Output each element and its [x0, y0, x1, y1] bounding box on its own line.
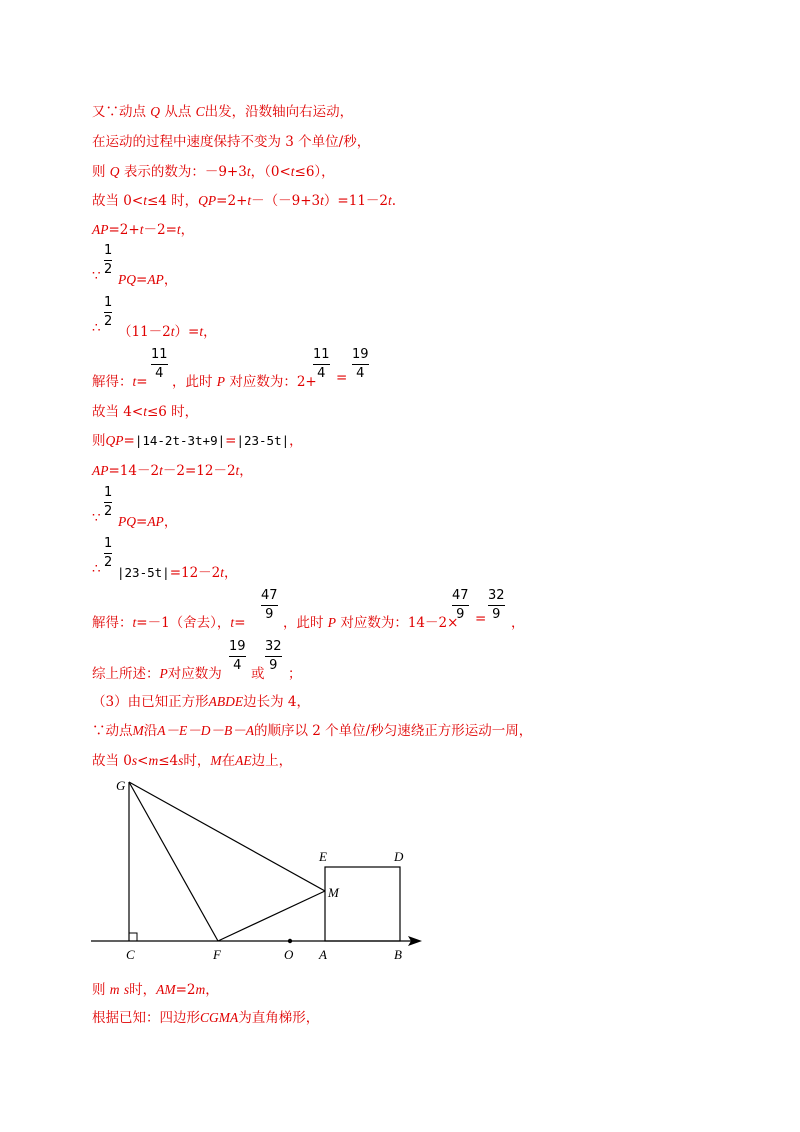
text: =14－2	[108, 463, 160, 479]
text: －（－9+3	[251, 193, 321, 209]
text: 对应数为：14－2×	[340, 615, 459, 631]
denominator: 4	[356, 366, 365, 381]
text: ≤6），	[294, 164, 335, 180]
var-t: t	[320, 193, 324, 208]
var-q: Q	[150, 104, 161, 119]
text: 的顺序以 2 个单位/秒匀速绕正方形运动一周，	[254, 723, 533, 739]
var-q: Q	[109, 164, 120, 179]
text: =2	[175, 982, 196, 998]
segment-fm	[218, 891, 325, 941]
text: ，	[163, 272, 178, 288]
text: 故当 4<	[92, 404, 144, 420]
text: =2+	[108, 222, 140, 238]
numerator: 47	[452, 588, 469, 603]
therefore-symbol: ∴	[92, 320, 101, 336]
text: 出发，沿数轴向右运动，	[204, 104, 354, 120]
var-cgma: CGMA	[200, 1010, 239, 1025]
text: 在运动的过程中速度保持不变为 3 个单位/秒，	[92, 134, 371, 150]
var-t: t	[247, 193, 252, 208]
var-qp: QP	[198, 193, 217, 208]
var-m: m	[148, 753, 159, 768]
text: 则	[92, 433, 106, 449]
text: 在	[221, 753, 236, 769]
var-t: t	[235, 463, 240, 478]
denominator: 4	[317, 366, 326, 381]
label-c: C	[126, 947, 135, 962]
segment-gm	[129, 782, 325, 891]
label-m: M	[328, 885, 339, 900]
var-t: t	[220, 565, 225, 580]
var-qp: QP	[105, 433, 124, 448]
text: 故当 0<	[92, 193, 144, 209]
numerator: 32	[265, 639, 282, 654]
numerator: 11	[151, 347, 168, 362]
text: =	[136, 272, 148, 288]
label-f: F	[213, 947, 221, 962]
var-ap: AP	[147, 272, 164, 287]
var-am: AM	[156, 982, 176, 997]
text: =	[123, 433, 135, 449]
text: ，	[511, 615, 525, 631]
var-pq: PQ	[118, 514, 136, 529]
var-s: s	[131, 753, 138, 768]
text: ）=	[174, 324, 200, 340]
var-pq: PQ	[118, 272, 136, 287]
denominator: 2	[104, 504, 113, 519]
text: （3）由已知正方形	[92, 694, 209, 710]
text: =12－2	[169, 565, 221, 581]
text: 对应数为	[167, 666, 222, 682]
numerator: 1	[104, 295, 113, 310]
text: 边上，	[251, 753, 293, 769]
text: ，（0<	[250, 164, 291, 180]
var-ap: AP	[92, 463, 109, 478]
var-m: M	[132, 723, 144, 738]
text: =	[234, 615, 246, 631]
var-ap: AP	[92, 222, 109, 237]
abs-expression: |14-2t-3t+9|	[134, 433, 226, 448]
var-ae: AE	[235, 753, 252, 768]
text: ，	[203, 324, 217, 340]
text: =	[475, 611, 487, 627]
text: －2=	[143, 222, 177, 238]
var-t: t	[246, 164, 251, 179]
text: 对应数为：2+	[229, 374, 317, 390]
numerator: 32	[488, 588, 505, 603]
text: 表示的数为：－9+3	[123, 164, 247, 180]
text: 根据已知：四边形	[92, 1010, 200, 1026]
var-c: C	[195, 104, 205, 119]
text: ≤6 时，	[146, 404, 199, 420]
var-m: M	[210, 753, 222, 768]
text-line-20	[92, 1006, 319, 1026]
var-s: s	[123, 982, 130, 997]
abs-expression: |23-5t|	[117, 565, 170, 580]
text: 解得：	[92, 615, 133, 631]
text: 故当 0	[92, 753, 132, 769]
text: ≤4 时，	[146, 193, 199, 209]
text: 时，	[129, 982, 157, 998]
segment-gf	[129, 782, 218, 941]
text: （11－2	[118, 324, 171, 340]
text: ≤4	[158, 753, 179, 769]
var-s: s	[178, 753, 184, 768]
var-t: t	[139, 222, 144, 237]
text: ）=11－2	[323, 193, 389, 209]
text: 或	[251, 666, 265, 682]
numerator: 47	[261, 588, 278, 603]
numerator: 1	[104, 536, 113, 551]
text: =2+	[216, 193, 248, 209]
var-m: m	[195, 982, 206, 997]
text: 沿	[143, 723, 158, 739]
text: 边长为 4，	[243, 694, 310, 710]
text: =	[136, 514, 148, 530]
label-a: A	[319, 947, 327, 962]
var-t: t	[132, 374, 137, 389]
text: 从点	[164, 104, 192, 120]
denominator: 2	[104, 262, 113, 277]
because-symbol: ∵	[92, 268, 101, 284]
var-ap: AP	[147, 514, 164, 529]
text-line-19	[92, 978, 219, 998]
text: ，此时	[172, 374, 213, 390]
denominator: 9	[492, 607, 501, 622]
var-t: t	[143, 193, 147, 208]
var-t: t	[176, 222, 181, 237]
text: ，	[224, 565, 238, 581]
denominator: 9	[269, 658, 278, 673]
numerator: 11	[313, 347, 330, 362]
text: =	[336, 370, 348, 386]
label-d: D	[394, 849, 404, 864]
text: 又∵动点	[92, 104, 146, 120]
var-p: P	[216, 374, 226, 389]
text: ，	[163, 514, 178, 530]
abs-expression: |23-5t|	[236, 433, 290, 448]
numerator: 19	[229, 639, 246, 654]
text: 则	[92, 982, 106, 998]
text: ，	[180, 222, 195, 238]
denominator: 9	[265, 607, 274, 622]
numerator: 1	[104, 485, 113, 500]
var-p: P	[327, 615, 337, 630]
square-abde	[325, 867, 400, 941]
label-e: E	[319, 849, 327, 864]
var-t: t	[132, 615, 137, 630]
numerator: 1	[104, 243, 113, 258]
therefore-symbol: ∴	[92, 561, 101, 577]
var-abde: ABDE	[208, 694, 244, 709]
text: =	[225, 433, 237, 449]
text: 综上所述：	[92, 666, 160, 682]
text: ；	[288, 666, 302, 682]
text: ，	[239, 463, 253, 479]
right-angle-mark	[129, 933, 137, 941]
var-p: P	[159, 666, 168, 681]
text: ，此时	[283, 615, 324, 631]
var-path: A－E－D－B－A	[157, 723, 254, 738]
var-m: m	[109, 982, 120, 997]
var-t: t	[159, 463, 163, 478]
text: －2=12－2	[162, 463, 236, 479]
text: .	[391, 193, 397, 209]
text: ，	[205, 982, 219, 998]
denominator: 4	[233, 658, 242, 673]
numerator: 19	[352, 347, 369, 362]
label-g: G	[116, 778, 126, 793]
var-t: t	[143, 404, 147, 419]
denominator: 2	[104, 314, 113, 329]
text: 时，	[183, 753, 211, 769]
text: ，	[289, 433, 303, 449]
label-b: B	[394, 947, 402, 962]
because-symbol: ∵	[92, 510, 101, 526]
label-o: O	[284, 947, 294, 962]
point-o	[288, 939, 292, 943]
var-t: t	[199, 324, 204, 339]
text: =－1（舍去），	[136, 615, 231, 631]
text: <	[137, 753, 149, 769]
text: =	[136, 374, 148, 390]
text: 解得：	[92, 374, 133, 390]
denominator: 2	[104, 555, 113, 570]
var-t: t	[170, 324, 175, 339]
denominator: 9	[456, 607, 465, 622]
var-t: t	[388, 193, 392, 208]
text: ∵动点	[92, 723, 133, 739]
text: 为直角梯形，	[238, 1010, 320, 1026]
var-t: t	[290, 164, 295, 179]
text: 则	[92, 164, 106, 180]
denominator: 4	[155, 366, 164, 381]
var-t: t	[230, 615, 235, 630]
